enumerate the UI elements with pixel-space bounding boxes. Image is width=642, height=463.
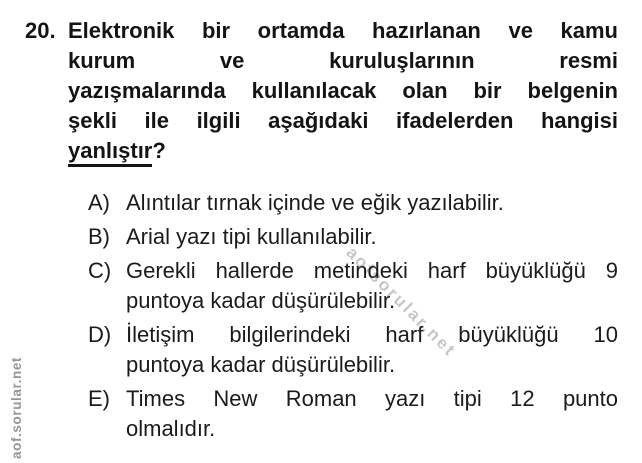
option-line: Gerekli hallerde metindeki harf büyüklüğü 9 xyxy=(126,258,618,283)
answer-option-a xyxy=(88,188,618,218)
option-line: Alıntılar tırnak içinde ve eğik yazılabilir. xyxy=(126,190,504,215)
option-letter-c: C) xyxy=(88,258,112,283)
option-letter-b: B) xyxy=(88,224,110,249)
option-line: İletişim bilgilerindeki harf büyüklüğü 10 xyxy=(126,322,618,347)
answer-option-e xyxy=(88,384,618,444)
option-line: puntoya kadar düşürülebilir. xyxy=(126,288,396,313)
answer-options-list xyxy=(88,188,618,444)
exam-question-block xyxy=(25,16,618,448)
question-text xyxy=(68,16,618,166)
option-letter-a: A) xyxy=(88,190,110,215)
option-line: puntoya kadar düşürülebilir. xyxy=(126,352,396,377)
question-final-line xyxy=(68,136,618,166)
question-number: 20. xyxy=(25,18,56,43)
option-text-c xyxy=(126,256,618,316)
option-line: Arial yazı tipi kullanılabilir. xyxy=(126,224,377,249)
option-letter-e: E) xyxy=(88,386,110,411)
question-line: şekli ile ilgili aşağıdaki ifadelerden hangisi xyxy=(68,108,618,133)
answer-option-b xyxy=(88,222,618,252)
option-letter-d: D) xyxy=(88,322,112,347)
option-line: Times New Roman yazı tipi 12 punto xyxy=(126,386,618,411)
option-text-b xyxy=(126,222,618,252)
option-line: olmalıdır. xyxy=(126,416,216,441)
answer-option-d xyxy=(88,320,618,380)
site-watermark-vertical: aof.sorular.net xyxy=(9,356,24,459)
question-row xyxy=(25,16,618,166)
question-line: Elektronik bir ortamda hazırlanan ve kamu xyxy=(68,18,618,43)
question-keyword-underlined: yanlıştır xyxy=(68,138,152,167)
answer-option-c xyxy=(88,256,618,316)
question-line: yazışmalarında kullanılacak olan bir belgenin xyxy=(68,78,618,103)
question-punctuation: ? xyxy=(152,138,166,163)
option-text-e xyxy=(126,384,618,444)
option-text-a xyxy=(126,188,618,218)
site-watermark-diagonal: aofsorular.net xyxy=(342,243,461,361)
option-text-d xyxy=(126,320,618,380)
question-line: kurum ve kuruluşlarının resmi xyxy=(68,48,618,73)
